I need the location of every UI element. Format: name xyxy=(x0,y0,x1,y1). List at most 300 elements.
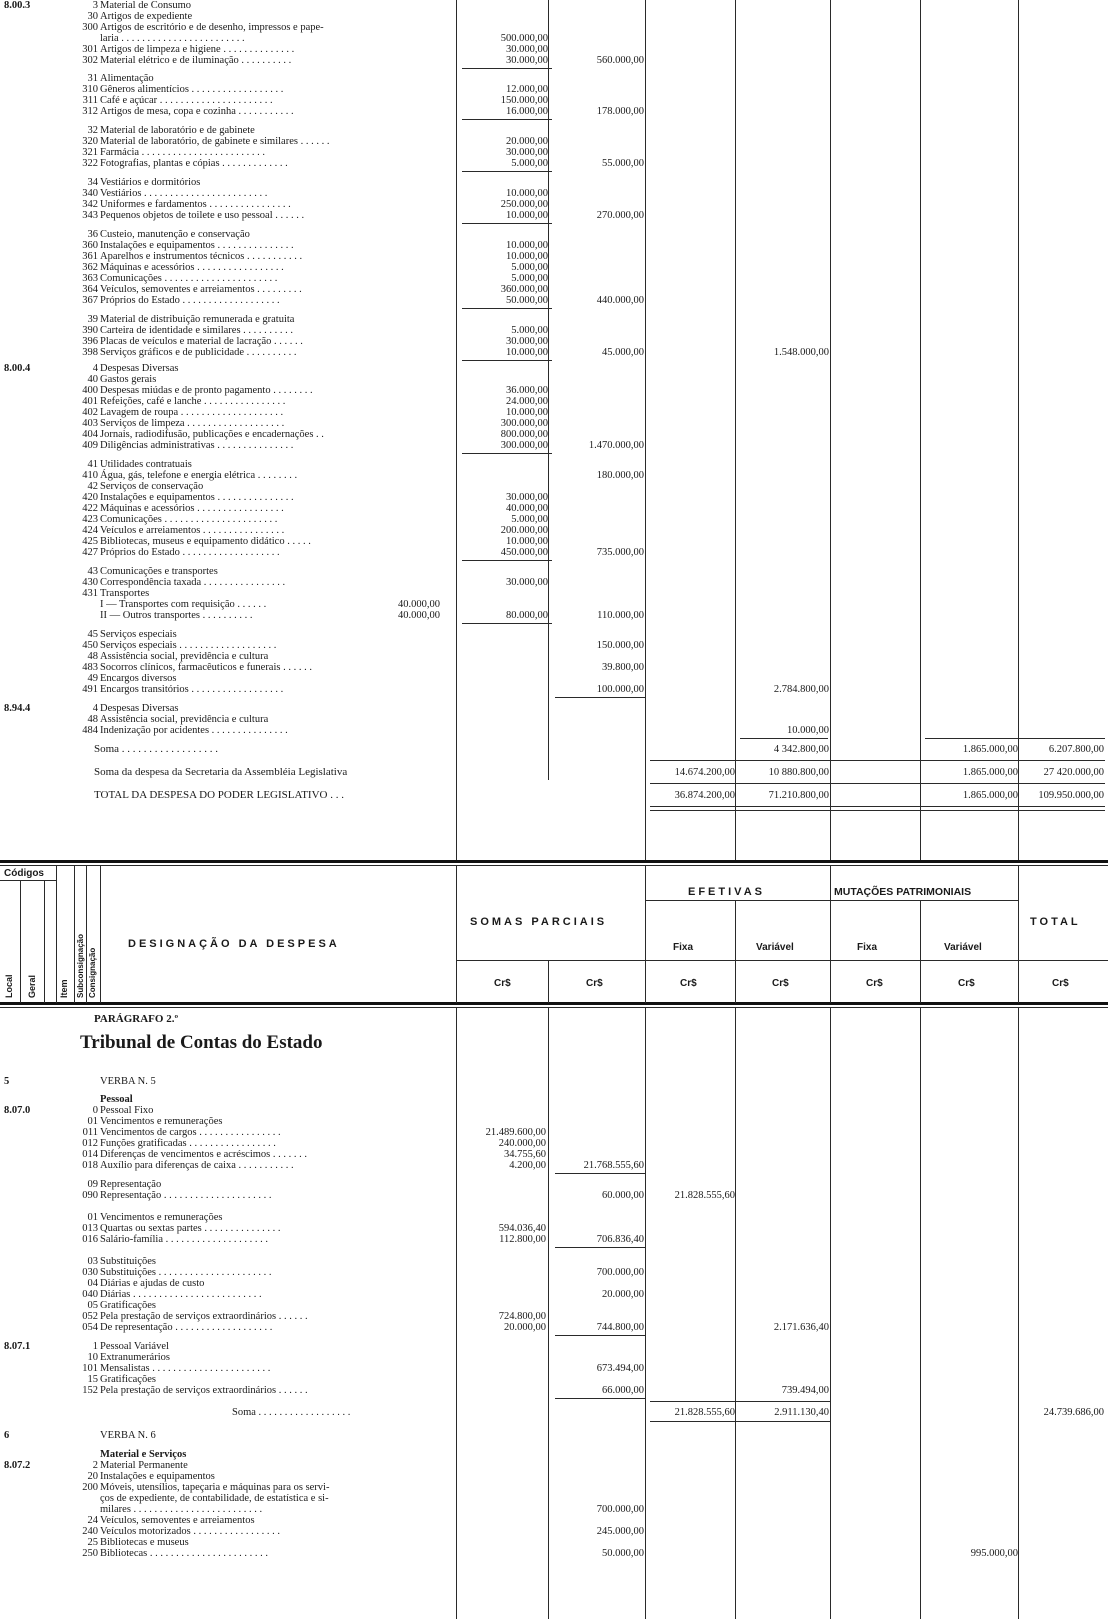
row-description: Fotografias, plantas e cópias . . . . . . . . . . . . . xyxy=(100,158,288,169)
efetiva-variavel-value: 2.171.636,40 xyxy=(773,1322,829,1333)
table-row xyxy=(0,1537,1108,1548)
row-code: 200 xyxy=(82,1482,98,1493)
table-row xyxy=(0,1138,1108,1149)
summary-label: Soma . . . . . . . . . . . . . . . . . . xyxy=(94,743,219,755)
efetiva-variavel-value: 739.494,00 xyxy=(781,1385,829,1396)
table-row xyxy=(0,1179,1108,1190)
row-local-code: 8.07.0 xyxy=(4,1105,31,1116)
row-code: 040 xyxy=(82,1289,98,1300)
table-row xyxy=(0,651,1108,662)
hdr-codigos: Códigos xyxy=(4,868,44,879)
row-code: 431 xyxy=(82,588,98,599)
row-description: Veículos, semoventes e arreiamentos . . . . . . . . . xyxy=(100,284,302,295)
mutacao-variavel-value: 1.865.000,00 xyxy=(962,790,1018,801)
row-description: Transportes xyxy=(100,588,150,599)
row-code: 396 xyxy=(82,336,98,347)
table-row xyxy=(0,1322,1108,1333)
table-row xyxy=(0,429,1108,440)
sub-value: 40.000,00 xyxy=(398,599,440,610)
row-code: 018 xyxy=(82,1160,98,1171)
partial-sum-value: 30.000,00 xyxy=(506,55,548,66)
row-description: Serviços de conservação xyxy=(100,481,204,492)
row-code: 016 xyxy=(82,1234,98,1245)
row-description: Próprios do Estado . . . . . . . . . . . . . . . . . . . xyxy=(100,547,280,558)
row-code: 24 xyxy=(87,1515,98,1526)
table-row xyxy=(0,714,1108,725)
row-description: Instalações e equipamentos xyxy=(100,1471,215,1482)
header-top-rule xyxy=(0,860,1108,863)
row-local-code: 5 xyxy=(4,1076,10,1087)
subtotal-rule xyxy=(462,308,552,309)
partial-sum-value: 45.000,00 xyxy=(602,347,644,358)
table-row xyxy=(0,1504,1108,1515)
row-code: 0 xyxy=(92,1105,98,1116)
row-description: Uniformes e fardamentos . . . . . . . . . . . . . . . . xyxy=(100,199,291,210)
row-description: Mensalistas . . . . . . . . . . . . . . . . . . . . . . . xyxy=(100,1363,271,1374)
table-row xyxy=(0,503,1108,514)
efetiva-fixa-value: 36.874.200,00 xyxy=(674,790,735,801)
row-description: Gastos gerais xyxy=(100,374,157,385)
header-bottom-rule-2 xyxy=(0,1007,1108,1008)
row-description: Comunicações . . . . . . . . . . . . . . . . . . . . . . xyxy=(100,514,278,525)
hdr-total: TOTAL xyxy=(1030,916,1081,928)
row-code: 40 xyxy=(87,374,98,385)
hdr-mutacoes: MUTAÇÕES PATRIMONIAIS xyxy=(834,886,972,898)
partial-sum-value: 36.000,00 xyxy=(506,385,548,396)
row-description: Água, gás, telefone e energia elétrica . . . . . . . . xyxy=(100,470,298,481)
row-code: 011 xyxy=(82,1127,98,1138)
table-row xyxy=(0,273,1108,284)
row-code: 362 xyxy=(82,262,98,273)
hdr-rule xyxy=(548,960,549,1003)
hdr-rule xyxy=(0,880,56,881)
row-code: 321 xyxy=(82,147,98,158)
row-code: 342 xyxy=(82,199,98,210)
table-row xyxy=(0,1407,1108,1418)
row-code: 05 xyxy=(87,1300,98,1311)
table-row xyxy=(0,547,1108,558)
partial-sum-value: 24.000,00 xyxy=(506,396,548,407)
row-code: 402 xyxy=(82,407,98,418)
row-description: Extranumerários xyxy=(100,1352,170,1363)
table-row xyxy=(0,295,1108,306)
partial-sum-value: 55.000,00 xyxy=(602,158,644,169)
row-description: Serviços de limpeza . . . . . . . . . . . . . . . . . . . xyxy=(100,418,285,429)
row-description: Vencimentos e remunerações xyxy=(100,1212,223,1223)
row-code: 030 xyxy=(82,1267,98,1278)
efetiva-variavel-value: 1.548.000,00 xyxy=(773,347,829,358)
row-description: Diárias . . . . . . . . . . . . . . . . . . . . . . . . . xyxy=(100,1289,262,1300)
table-row xyxy=(0,177,1108,188)
table-row xyxy=(0,1116,1108,1127)
row-code: 361 xyxy=(82,251,98,262)
table-row xyxy=(0,95,1108,106)
table-row xyxy=(0,284,1108,295)
partial-sum-value: 5.000,00 xyxy=(511,262,548,273)
table-row xyxy=(0,1105,1108,1116)
partial-sum-value: 594.036,40 xyxy=(498,1223,546,1234)
partial-sum-value: 500.000,00 xyxy=(500,33,548,44)
subtotal-rule xyxy=(462,360,552,361)
row-description: Vencimentos de cargos . . . . . . . . . . . . . . . . xyxy=(100,1127,281,1138)
row-description: II — Outros transportes . . . . . . . . . . xyxy=(100,610,253,621)
row-description: Pessoal xyxy=(100,1094,133,1105)
table-row xyxy=(0,44,1108,55)
partial-sum-value: 21.768.555,60 xyxy=(583,1160,644,1171)
partial-sum-value: 5.000,00 xyxy=(511,158,548,169)
row-local-code: 8.07.2 xyxy=(4,1460,31,1471)
subtotal-rule xyxy=(462,623,552,624)
row-description: Artigos de limpeza e higiene . . . . . . . . . . . . . . xyxy=(100,44,295,55)
table-row xyxy=(0,1311,1108,1322)
row-description: Café e açúcar . . . . . . . . . . . . . . . . . . . . . . xyxy=(100,95,273,106)
partial-sum-value: 30.000,00 xyxy=(506,44,548,55)
row-code: 49 xyxy=(87,673,98,684)
row-code: 45 xyxy=(87,629,98,640)
table-row xyxy=(0,199,1108,210)
row-description: Diligências administrativas . . . . . . . . . . . . . . . xyxy=(100,440,294,451)
hdr-rule xyxy=(56,866,57,1003)
row-code: 410 xyxy=(82,470,98,481)
efetiva-variavel-value: 4 342.800,00 xyxy=(773,744,829,755)
hdr-rule xyxy=(86,866,87,1003)
hdr-fixa-mut: Fixa xyxy=(857,942,878,953)
row-code: 367 xyxy=(82,295,98,306)
table-row xyxy=(0,662,1108,673)
hdr-subconsignacao: Subconsignação xyxy=(76,933,85,998)
hdr-rule xyxy=(456,866,457,1003)
hdr-rule xyxy=(44,880,45,1003)
total-value: 27 420.000,00 xyxy=(1043,767,1104,778)
row-description: Representação xyxy=(100,1179,162,1190)
hdr-rule xyxy=(1018,866,1019,1003)
hdr-rule xyxy=(920,900,921,1003)
partial-sum-value: 21.489.600,00 xyxy=(485,1127,546,1138)
table-row xyxy=(0,210,1108,221)
row-code: 39 xyxy=(87,314,98,325)
row-description: Material e Serviços xyxy=(100,1449,187,1460)
total-value: 24.739.686,00 xyxy=(1043,1407,1104,1418)
row-code: 01 xyxy=(87,1116,98,1127)
row-description: Lavagem de roupa . . . . . . . . . . . . . . . . . . . . xyxy=(100,407,284,418)
row-code: 343 xyxy=(82,210,98,221)
row-code: 052 xyxy=(82,1311,98,1322)
total-value: 6.207.800,00 xyxy=(1048,744,1104,755)
row-description: Móveis, utensílios, tapeçaria e máquinas para os servi- xyxy=(100,1482,330,1493)
efetiva-variavel-value: 2.784.800,00 xyxy=(773,684,829,695)
row-code: 36 xyxy=(87,229,98,240)
row-description: milares . . . . . . . . . . . . . . . . . . . . . . . . . xyxy=(100,1504,263,1515)
table-row xyxy=(0,314,1108,325)
hdr-rule xyxy=(20,880,21,1003)
subtotal-rule xyxy=(650,760,1105,761)
row-description: Máquinas e acessórios . . . . . . . . . . . . . . . . . xyxy=(100,262,284,273)
table-row xyxy=(0,347,1108,358)
row-description: Pessoal Variável xyxy=(100,1341,169,1352)
partial-sum-value: 12.000,00 xyxy=(506,84,548,95)
row-code: 360 xyxy=(82,240,98,251)
row-description: Diferenças de vencimentos e acréscimos . . . . . . . xyxy=(100,1149,308,1160)
row-description: Vestiários . . . . . . . . . . . . . . . . . . . . . . . . xyxy=(100,188,268,199)
row-description: Placas de veículos e material de lacração . . . . . . xyxy=(100,336,303,347)
table-row xyxy=(0,744,1108,755)
table-row xyxy=(0,470,1108,481)
partial-sum-value: 700.000,00 xyxy=(596,1267,644,1278)
table-row xyxy=(0,84,1108,95)
row-code: 403 xyxy=(82,418,98,429)
partial-sum-value: 20.000,00 xyxy=(506,136,548,147)
row-description: VERBA N. 6 xyxy=(100,1430,156,1441)
summary-label: Soma da despesa da Secretaria da Assembléia Legislativa xyxy=(94,766,348,778)
table-row xyxy=(0,566,1108,577)
table-row xyxy=(0,374,1108,385)
partial-sum-value: 270.000,00 xyxy=(596,210,644,221)
row-description: Encargos diversos xyxy=(100,673,177,684)
table-row xyxy=(0,251,1108,262)
mutacao-variavel-value: 1.865.000,00 xyxy=(962,744,1018,755)
hdr-local: Local xyxy=(4,974,14,998)
row-description: Refeições, café e lanche . . . . . . . . . . . . . . . . xyxy=(100,396,286,407)
row-description: Substituições xyxy=(100,1256,157,1267)
row-description: Assistência social, previdência e cultura xyxy=(100,651,269,662)
row-description: Vestiários e dormitórios xyxy=(100,177,201,188)
table-row xyxy=(0,158,1108,169)
row-code: 30 xyxy=(87,11,98,22)
table-row xyxy=(0,22,1108,33)
table-row xyxy=(0,1234,1108,1245)
row-code: 090 xyxy=(82,1190,98,1201)
table-row xyxy=(0,73,1108,84)
table-row xyxy=(0,240,1108,251)
row-description: Utilidades contratuais xyxy=(100,459,192,470)
row-description: Diárias e ajudas de custo xyxy=(100,1278,205,1289)
partial-sum-value: 10.000,00 xyxy=(506,188,548,199)
table-row xyxy=(0,147,1108,158)
partial-sum-value: 10.000,00 xyxy=(506,210,548,221)
row-description: Máquinas e acessórios . . . . . . . . . . . . . . . . . xyxy=(100,503,284,514)
row-code: 363 xyxy=(82,273,98,284)
row-description: Material de Consumo xyxy=(100,0,191,11)
row-local-code: 8.07.1 xyxy=(4,1341,31,1352)
table-row xyxy=(0,1223,1108,1234)
row-description: Serviços gráficos e de publicidade . . . . . . . . . . xyxy=(100,347,297,358)
table-row xyxy=(0,188,1108,199)
hdr-consignacao: Consignação xyxy=(88,947,97,998)
partial-sum-value: 800.000,00 xyxy=(500,429,548,440)
table-row xyxy=(0,1374,1108,1385)
row-description: Artigos de mesa, copa e cozinha . . . . . . . . . . . xyxy=(100,106,294,117)
hdr-rule xyxy=(100,866,101,1003)
partial-sum-value: 50.000,00 xyxy=(506,295,548,306)
row-description: Comunicações e transportes xyxy=(100,566,218,577)
row-description: Substituições . . . . . . . . . . . . . . . . . . . . . . xyxy=(100,1267,272,1278)
partial-sum-value: 5.000,00 xyxy=(511,273,548,284)
row-description: Custeio, manutenção e conservação xyxy=(100,229,250,240)
table-row xyxy=(0,396,1108,407)
subtotal-rule xyxy=(462,453,552,454)
row-description: Veículos e arreiamentos . . . . . . . . . . . . . . . . xyxy=(100,525,285,536)
table-row xyxy=(0,703,1108,714)
table-row xyxy=(0,55,1108,66)
row-description: Indenização por acidentes . . . . . . . . . . . . . . . xyxy=(100,725,288,736)
row-description: Gratificações xyxy=(100,1374,156,1385)
summary-label: TOTAL DA DESPESA DO PODER LEGISLATIVO . . . xyxy=(94,789,344,801)
row-code: 422 xyxy=(82,503,98,514)
partial-sum-value: 110.000,00 xyxy=(597,610,644,621)
row-code: 054 xyxy=(82,1322,98,1333)
table-row xyxy=(0,1460,1108,1471)
partial-sum-value: 10.000,00 xyxy=(506,407,548,418)
table-row xyxy=(0,1127,1108,1138)
row-code: 20 xyxy=(87,1471,98,1482)
partial-sum-value: 30.000,00 xyxy=(506,336,548,347)
sub-value: 40.000,00 xyxy=(398,610,440,621)
partial-sum-value: 4.200,00 xyxy=(509,1160,546,1171)
row-code: 311 xyxy=(82,95,98,106)
row-code: 15 xyxy=(87,1374,98,1385)
partial-sum-value: 10.000,00 xyxy=(506,347,548,358)
table-row xyxy=(0,1149,1108,1160)
row-description: Serviços especiais xyxy=(100,629,177,640)
partial-sum-value: 5.000,00 xyxy=(511,514,548,525)
paragrafo-label: PARÁGRAFO 2.º xyxy=(94,1013,179,1025)
row-description: Gêneros alimentícios . . . . . . . . . . . . . . . . . . xyxy=(100,84,284,95)
table-row xyxy=(0,1300,1108,1311)
hdr-variavel: Variável xyxy=(756,942,794,953)
hdr-currency: Cr$ xyxy=(586,978,603,989)
table-row xyxy=(0,1493,1108,1504)
row-code: 427 xyxy=(82,547,98,558)
row-description: Alimentação xyxy=(100,73,154,84)
row-description: De representação . . . . . . . . . . . . . . . . . . . xyxy=(100,1322,273,1333)
row-code: 101 xyxy=(82,1363,98,1374)
table-row xyxy=(0,1094,1108,1105)
row-code: 322 xyxy=(82,158,98,169)
subtotal-rule xyxy=(740,738,828,739)
table-row xyxy=(0,588,1108,599)
row-code: 423 xyxy=(82,514,98,525)
row-code: 31 xyxy=(87,73,98,84)
partial-sum-value: 30.000,00 xyxy=(506,577,548,588)
section-title: Tribunal de Contas do Estado xyxy=(80,1032,323,1053)
row-local-code: 8.94.4 xyxy=(4,703,31,714)
row-code: 4 xyxy=(92,703,98,714)
row-description: Pequenos objetos de toilete e uso pessoal . . . . . . xyxy=(100,210,305,221)
partial-sum-value: 20.000,00 xyxy=(602,1289,644,1300)
row-description: Pessoal Fixo xyxy=(100,1105,154,1116)
subtotal-rule xyxy=(462,223,552,224)
row-code: 09 xyxy=(87,1179,98,1190)
row-code: 450 xyxy=(82,640,98,651)
table-row xyxy=(0,336,1108,347)
row-description: Despesas Diversas xyxy=(100,703,179,714)
table-row xyxy=(0,1471,1108,1482)
hdr-currency: Cr$ xyxy=(1052,978,1069,989)
row-code: 41 xyxy=(87,459,98,470)
row-code: 25 xyxy=(87,1537,98,1548)
partial-sum-value: 100.000,00 xyxy=(596,684,644,695)
partial-sum-value: 10.000,00 xyxy=(506,536,548,547)
table-row xyxy=(0,790,1108,801)
header-top-rule-2 xyxy=(0,865,1108,866)
table-row xyxy=(0,106,1108,117)
hdr-currency: Cr$ xyxy=(772,978,789,989)
table-row xyxy=(0,0,1108,11)
row-description: Jornais, radiodifusão, publicações e encadernações . . xyxy=(100,429,324,440)
row-code: 409 xyxy=(82,440,98,451)
table-row xyxy=(0,767,1108,778)
row-code: 364 xyxy=(82,284,98,295)
row-description: Instalações e equipamentos . . . . . . . . . . . . . . . xyxy=(100,240,294,251)
subtotal-rule xyxy=(462,119,552,120)
row-code: 484 xyxy=(82,725,98,736)
partial-sum-value: 450.000,00 xyxy=(500,547,548,558)
table-row xyxy=(0,1076,1108,1087)
partial-sum-value: 240.000,00 xyxy=(498,1138,546,1149)
partial-sum-value: 30.000,00 xyxy=(506,147,548,158)
row-code: 398 xyxy=(82,347,98,358)
table-row xyxy=(0,629,1108,640)
hdr-currency: Cr$ xyxy=(680,978,697,989)
row-description: Artigos de expediente xyxy=(100,11,193,22)
table-row xyxy=(0,136,1108,147)
partial-sum-value: 20.000,00 xyxy=(504,1322,546,1333)
row-code: 42 xyxy=(87,481,98,492)
row-code: 320 xyxy=(82,136,98,147)
row-description: Material de laboratório, de gabinete e similares . . . . . . xyxy=(100,136,330,147)
row-description: Carteira de identidade e similares . . . . . . . . . . xyxy=(100,325,294,336)
partial-sum-value: 150.000,00 xyxy=(500,95,548,106)
row-description: Instalações e equipamentos . . . . . . . . . . . . . . . xyxy=(100,492,294,503)
table-row xyxy=(0,1482,1108,1493)
row-description: Material elétrico e de iluminação . . . . . . . . . . xyxy=(100,55,292,66)
header-bottom-rule xyxy=(0,1002,1108,1005)
hdr-rule xyxy=(74,866,75,1003)
row-local-code: 8.00.4 xyxy=(4,363,31,374)
partial-sum-value: 112.800,00 xyxy=(499,1234,546,1245)
table-row xyxy=(0,325,1108,336)
row-description: ços de expediente, de contabilidade, de estatística e si- xyxy=(100,1493,329,1504)
row-code: 2 xyxy=(92,1460,98,1471)
partial-sum-value: 440.000,00 xyxy=(596,295,644,306)
efetiva-variavel-value: 71.210.800,00 xyxy=(768,790,829,801)
table-row xyxy=(0,673,1108,684)
subtotal-rule xyxy=(650,810,1105,811)
partial-sum-value: 560.000,00 xyxy=(596,55,644,66)
row-description: Funções gratificadas . . . . . . . . . . . . . . . . . xyxy=(100,1138,276,1149)
hdr-rule xyxy=(456,960,1108,961)
row-description: Bibliotecas, museus e equipamento didático . . . . . xyxy=(100,536,311,547)
table-row xyxy=(0,1385,1108,1396)
row-description: Material de laboratório e de gabinete xyxy=(100,125,255,136)
table-row xyxy=(0,125,1108,136)
hdr-rule xyxy=(735,900,736,1003)
partial-sum-value: 10.000,00 xyxy=(506,251,548,262)
hdr-rule xyxy=(645,866,646,1003)
row-code: 48 xyxy=(87,714,98,725)
table-row xyxy=(0,1341,1108,1352)
row-description: Aparelhos e instrumentos técnicos . . . . . . . . . . . xyxy=(100,251,303,262)
row-code: 4 xyxy=(92,363,98,374)
efetiva-variavel-value: 10 880.800,00 xyxy=(768,767,829,778)
table-row xyxy=(0,684,1108,695)
partial-sum-value: 60.000,00 xyxy=(602,1190,644,1201)
table-row xyxy=(0,33,1108,44)
hdr-rule xyxy=(830,866,831,1003)
row-description: Correspondência taxada . . . . . . . . . . . . . . . . xyxy=(100,577,286,588)
row-code: 491 xyxy=(82,684,98,695)
partial-sum-value: 744.800,00 xyxy=(596,1322,644,1333)
